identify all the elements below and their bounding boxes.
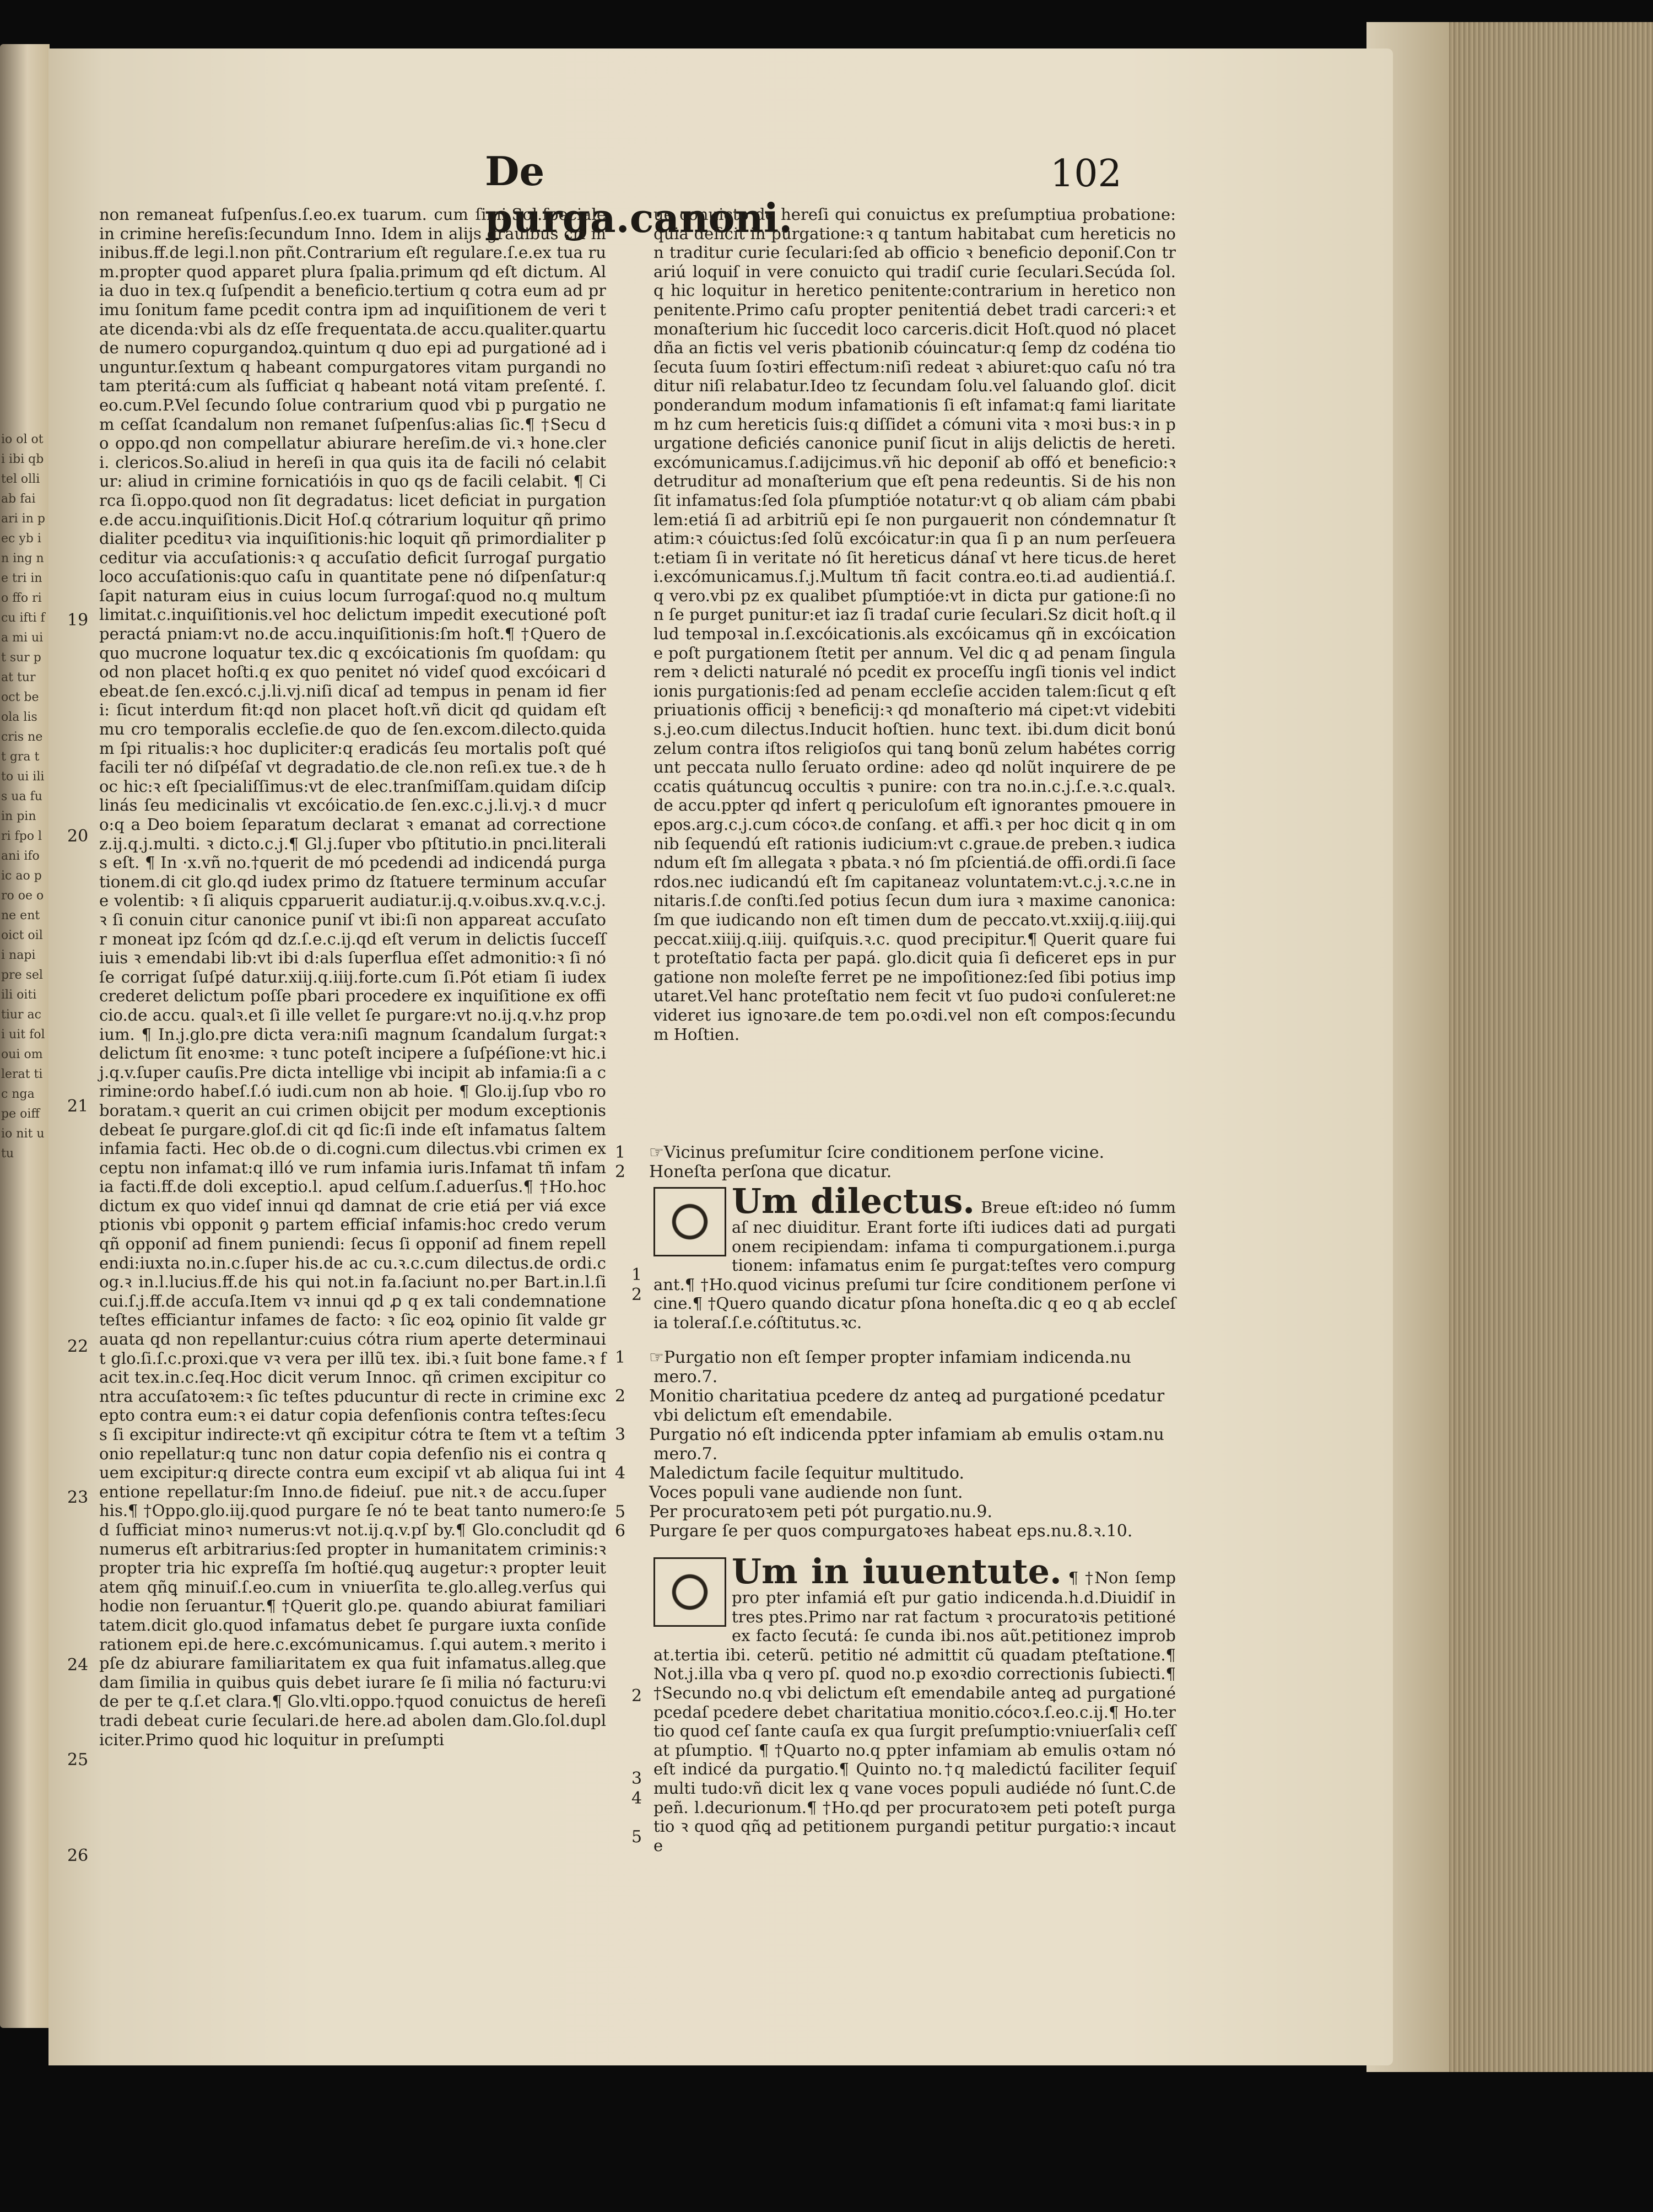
running-title: De purga.canoni.: [485, 148, 793, 241]
margin-number: 4: [631, 1789, 642, 1808]
margin-number: 2: [631, 1686, 642, 1706]
summary-text: Maledictum facile ſequitur multitudo.: [649, 1464, 965, 1483]
summary-number: 1: [615, 1143, 626, 1162]
chapter-incipit: Um dilectus.: [732, 1181, 975, 1221]
margin-number: 26: [67, 1846, 89, 1865]
margin-number: 21: [67, 1097, 89, 1116]
summary-number: 2: [615, 1386, 626, 1406]
margin-number: 2: [631, 1285, 642, 1304]
summary-line: [615, 1348, 1176, 1386]
summary-text: Monitio charitatiua pcedere dz anteꝗ ad purgationé pcedatur vbi delictum eſt emendabile.: [649, 1386, 1165, 1425]
chapter-1: [653, 1181, 1176, 1334]
chapter-incipit: Um in iuuentute.: [732, 1551, 1062, 1591]
summary-line: [615, 1502, 1176, 1522]
summary-number: 1: [615, 1348, 626, 1367]
summary-number: 5: [615, 1502, 626, 1522]
summary-text: Voces populi vane audiende non ſunt.: [649, 1483, 963, 1502]
summary-text: Purgare ſe per quos compurgatoꝛes habeat eps.nu.8.ꝛ.10.: [649, 1522, 1133, 1541]
summary-text: ☞Purgatio non eſt ſemper propter infamiam indicenda.nu mero.7.: [649, 1348, 1132, 1386]
margin-number: 25: [67, 1750, 89, 1769]
summary-number: 6: [615, 1522, 626, 1541]
margin-number: 19: [67, 611, 89, 630]
decorated-initial-c: [653, 1557, 726, 1627]
summary-number: 4: [615, 1464, 626, 1483]
chapter-summary-1: [615, 1143, 1176, 1181]
decorated-initial-c: [653, 1187, 726, 1256]
margin-number: 22: [67, 1337, 89, 1356]
margin-number: 24: [67, 1655, 89, 1675]
chapter-text: ¶ †Non ſemp pro pter infamiá eſt pur gatio indicenda.h.d.Diuidiſ in tres ptes.Primo nar rat factum ꝛ procuratoꝛis petitioné ex facto ſecutá: ſe cunda ibi.nos aũt.petitionez improbat.tertia ibi. ceterũ. petitio né admittit cũ quadam pteſtatione.¶ Not.j.illa vba q vero pſ. quod no.p exoꝛdio correctionis ſubiecti.¶ †Secundo no.q vbi delictum eſt emendabile anteꝗ ad purgationé pcedaſ pcedere debet charitatiua monitio.cócoꝛ.ſ.eo.c.ij.¶ Ho.tertio quod ceſ ſante cauſa ex qua ſurgit preſumptio:vniuerſaliꝛ ceſſat pſumptio. ¶ †Quarto no.q ppter infamiam ab emulis oꝛtam nó eſt indicé da purgatio.¶ Quinto no.†q maledictú faciliter ſequiſ multi tudo:vñ dicit lex q vane voces populi audiéde nó ſunt.C.de peñ. l.decurionum.¶ †Ho.qd per procuratoꝛem peti poteſt purgatio ꝛ quod qñꝗ ad petitionem purgandi petitur purgatio:ꝛ incaute: [653, 1568, 1176, 1855]
left-column-text: non remaneat fuſpenſus.ſ.eo.ex tuarum. cum ſimi.Sol.ſpeciale in crimine hereſis:ſecundum Inno. Idem in alijs grauibus cri minibus.ff.de legi.l.non pñt.Contrarium eſt regulare.ſ.e.ex tua rum.propter quod apparet plura ſpalia.primum qd eſt dictum. Alia duo in tex.q ſuſpendit a beneficio.tertium q cotra eum ad primu ſonitum fame pcedit contra ipm ad inquiſitionem de veri tate dicenda:vbi als dz eſſe frequentata.de accu.qualiter.quartu de numero copurgandoꝝ.quintum q duo epi ad purgationé ad iunguntur.ſextum q habeant compurgatores vitam purgandi notam pteritá:cum als ſufficiat q habeant notá vitam preſenté. ſ.eo.cum.P.Vel ſecundo ſolue contrarium quod vbi p purgatio nem ceſſat ſcandalum non remanet ſuſpenſus:alias ſic.¶ †Secu do oppo.qd non compellatur abiurare hereſim.de vi.ꝛ hone.cleri. clericos.So.aliud in hereſi in qua quis ita de facili nó celabitur: aliud in crimine fornicatióis in quo qs de facili celabit. ¶ Circa ſi.oppo.quod non ſit degradatus: licet deficiat in purgatione.de accu.inquiſitionis.Dicit Hoſ.q cótrarium loquitur qñ primo dialiter pcedituꝛ via inquiſitionis:hic loquit qñ primordialiter pceditur via accuſationis:ꝛ q accuſatio deficit ſurrogaſ purgatio loco accuſationis:quo caſu in quantitate pene nó diſpenſatur:q ſapit naturam eius in cuius locum ſurrogaſ:quod no.q multum limitat.c.inquiſitionis.vel hoc delictum impedit executioné poſt peractá pniam:vt no.de accu.inquiſitionis:ſm hoſt.¶ †Quero de quo mucrone loquatur tex.dic q excóicationis ſm quoſdam: quod non placet hoſti.q ex quo penitet nó videſ quod excóicari debeat.de ſen.excó.c.j.li.vj.niſi dicaſ ad tempus in penam id fieri: ſicut interdum fit:qd non placet hoſt.vñ dicit qd quidam eſt mu cro temporalis eccleſie.de quo de ſen.excom.dilecto.quidam ſpi ritualis:ꝛ hoc dupliciter:q eradicás ſeu mortalis poſt qué facili ter nó diſpéſaſ vt degradatio.de cle.non reſi.ex tue.ꝛ de hoc hic:ꝛ eſt ſpecialiſſimus:vt de elec.tranſmiſſam.quidam diſciplinás ſeu medicinalis vt excóicatio.de ſen.exc.c.j.li.vj.ꝛ d mucro:q a Deo boiem ſeparatum declarat ꝛ emanat ad correctionez.ij.q.j.multi. ꝛ dicto.c.j.¶ Gl.j.ſuper vbo pſtitutio.in pnci.literalis eſt. ¶ In ·x.vñ no.†querit de mó pcedendi ad indicendá purgationem.di cit glo.qd iudex primo dz ſtatuere terminum accuſare volentib: ꝛ ſi aliquis cpparuerit audiatur.ij.q.v.oibus.xv.q.v.c.j.ꝛ ſi conuin citur canonice puniſ vt ibi:ſi non appareat accuſator moneat ipz ſcóm qd dz.ſ.e.c.ij.qd eſt verum in delictis ſucceſſiuis ꝛ emendabi lib:vt ibi d:als ſuperflua eſſet admonitio:ꝛ ſi nó ſe corrigat ſuſpé datur.xiij.q.iiij.forte.cum ſi.Pót etiam ſi iudex crederet delictum poſſe pbari procedere ex inquiſitione ex officio.de accu. qualꝛ.et ſi ille vellet ſe purgare:vt no.ij.q.v.hz propium. ¶ In.j.glo.pre dicta vera:niſi magnum ſcandalum ſurgat:ꝛ delictum ſit enoꝛme: ꝛ tunc poteſt incipere a ſuſpéſione:vt hic.ij.q.v.ſuper cauſis.Pre dicta intellige vbi incipit ab infamia:ſi a crimine:ordo habeſ.ſ.ó iudi.cum non ab hoie. ¶ Glo.ij.ſup vbo roboratam.ꝛ querit an cui crimen obijcit per modum exceptionis debeat ſe purgare.gloſ.di cit qd ſic:ſi inde eſt infamatus ſaltem infamia facti. Hec ob.de o di.cogni.cum dilectus.vbi crimen exceptu non infamat:q illó ve rum infamia iuris.Infamat tñ infamia facti.ff.de doli exceptio.l. apud celſum.ſ.aduerſus.¶ †Ho.hoc dictum ex quo videſ innui qd damnat de crie etiá per viá exceptionis vbi opponit ꝯ partem efficiaſ infamis:hoc credo verum qñ opponiſ ad finem puniendi: ſecus ſi opponiſ ad finem repellendi:iuxta no.in.c.ſuper his.de ac cu.ꝛ.c.cum dilectus.de ordi.cog.ꝛ in.l.lucius.ff.de his qui not.in fa.ſaciunt no.per Bart.in.l.ſi cui.ſ.j.ff.de accuſa.Item vꝛ innui qd ꝓ q ex tali condemnatione teſtes efficiantur infames de facto: ꝛ ſic eoꝝ opinio ſit valde grauata qd non repellantur:cuius cótra rium aperte determinauit glo.ſi.ſ.c.proxi.que vꝛ vera per illũ tex. ibi.ꝛ ſuit bone fame.ꝛ facit tex.in.c.ſeq.Hoc dicit verum Innoc. qñ crimen excipitur contra accuſatoꝛem:ꝛ ſic teſtes pducuntur di recte in crimine excepto contra eum:ꝛ ei datur copia defenſionis contra teſtes:ſecus ſi excipitur indirecte:vt qñ excipitur cótra te ſtem vt a teſtimonio repellatur:q tunc non datur copia defenſio nis ei contra quem excipitur:q directe contra eum excipiſ vt ab aliqua ſui intentione repellatur:ſm Inno.de fideiuſ. pue nit.ꝛ de accu.ſuper his.¶ †Oppo.glo.iij.quod purgare ſe nó te beat tanto numero:ſed ſufficiat minoꝛ numerus:vt not.ij.q.v.pſ by.¶ Glo.concludit qd numerus eſt arbitrarius:ſed propter in humanitatem criminis:ꝛ propter tria hic expreſſa ſm hoſtié.quꝗ augetur:ꝛ propter leuitatem qñꝗ minuiſ.ſ.eo.cum in vniuerſita te.glo.alleg.verſus qui hodie non ſeruantur.¶ †Querit glo.pe. quando abiurat familiaritatem.dicit glo.quod infamatus debet ſe purgare iuxta conſiderationem epi.de here.c.excómunicamus. ſ.qui autem.ꝛ merito ipſe dz abiurare familiaritatem ex qua fuit infamatus.alleg.quedam ſimilia in quibus quis debet iurare ſe ſi milia nó facturu:vide per te q.ſ.et clara.¶ Glo.vlti.oppo.†quod conuictus de hereſi tradi debeat curie ſeculari.de here.ad abolen dam.Glo.ſol.dupliciter.Primo quod hic loquitur in preſumpti: [99, 205, 606, 1749]
facing-page-fragments: io ol oti ibi qb tel olli ab fai ari in pec yb in ing ne tri ino ffo ri cu ifti fa mi uit sur pat tur oct be ola lis cris net gra t to ui ilis ua fu in pin ri fpo lani ifo ic ao pro oe one ent oict oili napi pre sel ili oiti tiur aci uit fol oui om lerat tic nga pe oiff io nit utu: [1, 433, 45, 1161]
summary-text: Per procuratoꝛem peti pót purgatio.nu.9.: [649, 1502, 992, 1522]
summary-line: [649, 1483, 1176, 1502]
page-number: 102: [1050, 152, 1122, 196]
right-column: [653, 205, 1176, 1142]
summary-line: [615, 1386, 1176, 1425]
summary-line: [615, 1143, 1176, 1162]
chapter-summary-2: [615, 1348, 1176, 1541]
summary-line: [615, 1464, 1176, 1483]
margin-number: 1: [631, 1265, 642, 1285]
chapter-2: [653, 1551, 1176, 1876]
margin-number: 3: [631, 1769, 642, 1788]
left-page-edge: [0, 44, 50, 2028]
summary-number: 3: [615, 1425, 626, 1444]
summary-text: ☞Vicinus preſumitur ſcire conditionem perſone vicine.: [649, 1143, 1105, 1162]
margin-number: 23: [67, 1488, 89, 1507]
summary-line: [615, 1425, 1176, 1464]
margin-number: 5: [631, 1827, 642, 1847]
chapter-text: Breue eſt:ideo nó ſummaſ nec diuiditur. Erant forte iſti iudices dati ad purgationem recipiendam: infama ti compurgationem.i.purgationem: infamatus enim ſe purgat:teſtes vero compurgant.¶ †Ho.quod vicinus preſumi tur ſcire conditionem perſone vicine.¶ †Quero quando dicatur pſona honeſta.dic q eo q ab eccleſia toleraſ.ſ.e.cóſtitutus.ꝛc.: [653, 1198, 1176, 1332]
summary-line: [615, 1162, 1176, 1181]
right-column-text: ue conuicto de hereſi qui conuictus ex preſumptiua probatione: quia deficit in purgatione:ꝛ q tantum habitabat cum hereticis non traditur curie ſeculari:ſed ab officio ꝛ beneficio deponiſ.Con trariú loquiſ in vere conuicto qui tradiſ curie ſeculari.Secúda ſol. q hic loquitur in heretico penitente:contrarium in heretico non penitente.Primo caſu propter penitentiá debet tradi carceri:ꝛ et monaſterium hic ſuccedit loco carceris.dicit Hoſt.quod nó placet dña an fictis vel veris pbationib cóuincatur:q ſemp dz codéna tio ſecuta ſuum ſoꝛtiri effectum:niſi redeat ꝛ abiuret:quo caſu nó traditur niſi relabatur.Ideo tz ſecundam ſolu.vel ſaluando gloſ. dicit ponderandum modum infamationis ſi eſt infamat:q fami liaritatem hz cum hereticis ſuis:q diſſidet a cómuni vita ꝛ moꝛi bus:ꝛ in purgatione deficiés canonice puniſ ſicut in alijs delictis de hereti.excómunicamus.ſ.adijcimus.vñ hic deponiſ ab offó et beneficio:ꝛ detruditur ad monaſterium que eſt pena redeuntis. Si de his non ſit infamatus:ſed ſola pſumptióe notatur:vt q ob aliam cám pbabilem:etiá ſi ad arbitriũ epi ſe non purgauerit non cóndemnatur ſtatim:ꝛ cóuictus:ſed ſolũ excóicatur:in qua ſi p an num perſeuerat:etiam ſi in veritate nó ſit hereticus dánaſ vt here ticus.de hereti.excómunicamus.ſ.j.Multum tñ facit contra.eo.ti.ad audientiá.ſ.q vero.vbi pz ex qualibet pſumptióe:vt in dicta pur gatione:ſi non ſe purget punitur:et iaz ſi tradaſ curie ſeculari.Sz dicit hoſt.q illud tempoꝛal in.ſ.excóicationis.als excóicamus qñ in excóicatione poſt purgationem ſtetit per annum. Vel dic q ad penam ſingularem ꝛ delicti naturalé nó pcedit ex proceſſu ingſi tionis vel indictionis purgationis:ſed ad penam eccleſie acciden talem:ſicut q eſt priuationis officij ꝛ beneficij:ꝛ qd monaſterio má cipet:vt videbitis.j.eo.cum dilectus.Inducit hoſtien. hunc text. ibi.dum dicit bonú zelum contra iſtos religioſos qui tanꝗ bonũ zelum habétes corrigunt peccata nullo ſeruato ordine: adeo qd nolũt inquirere de peccatis quátuncuꝗ occultis ꝛ punire: con tra no.in.c.j.ſ.e.ꝛ.c.qualꝛ.de accu.ppter qd infert q periculoſum eſt ignorantes pmouere in epos.arg.c.j.cum cócoꝛ.de conſang. et affi.ꝛ per hoc dicit q in omnib ſequendú eſt rationis iudicium:vt c.graue.de preben.ꝛ iudicandum eſt ſm allegata ꝛ pbata.ꝛ nó ſm pſcientiá.de offi.ordi.ſi ſacerdos.nec iudicandú eſt ſm capitaneaz voluntatem:vt.c.j.ꝛ.c.ne innitaris.ſ.de conſti.ſed potius ſecun dum iura ꝛ maxime canonica:ſm que iudicando non eſt timen dum de peccato.vt.xxiij.q.iiij.qui peccat.xiiij.q.iiij. quiſquis.ꝛ.c. quod precipitur.¶ Querit quare fuit proteſtatio facta per papá. glo.dicit quia ſi deficeret eps in purgatione non moleſte ferret pe ne impoſitionez:ſed ſibi potius imputaret.Vel hanc proteſtatio nem fecit vt ſuo pudoꝛi conſuleret:ne videret ius ignoꝛare.de tem po.oꝛdi.vel non eſt compos:ſecundum Hoſtien.: [653, 205, 1176, 1044]
summary-text: Purgatio nó eſt indicenda ppter infamiam ab emulis oꝛtam.nu mero.7.: [649, 1425, 1164, 1464]
margin-number: 20: [67, 827, 89, 846]
summary-line: [615, 1522, 1176, 1541]
summary-number: 2: [615, 1162, 626, 1181]
summary-text: Honeſta perſona que dicatur.: [649, 1162, 892, 1181]
